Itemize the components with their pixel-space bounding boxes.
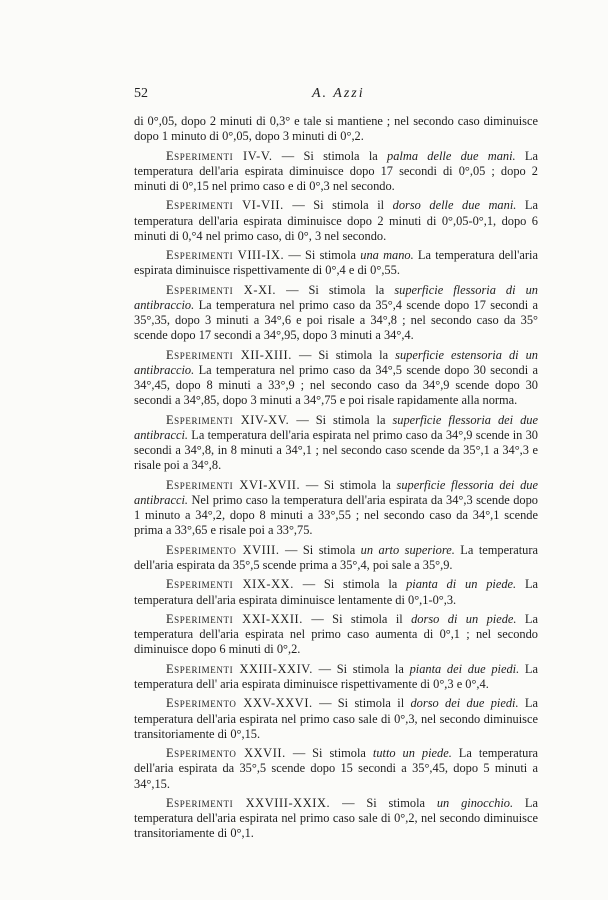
paragraph-text: La temperatura dell'aria espirata diminuisce rispettivamente di 0°,4 e di 0°,55. <box>134 248 538 278</box>
paragraph-text: La temperatura nel primo caso da 34°,5 scende dopo 30 secondi a 34°,45, dopo 8 minuti a 33°,9 ; nel secondo caso da 34°,9 scende dopo 30 secondi a 34°,85, dopo 3 minuti a 34°,75 e poi risale rapidamente alla norma. <box>134 362 538 408</box>
paragraph-text: La temperatura dell'aria espirata diminuisce lentamente di 0°,1-0°,3. <box>134 577 539 607</box>
stimulus-italic: superficie estensoria di un antibraccio. <box>134 347 538 377</box>
stimulus-italic: dorso dei due piedi. <box>410 696 519 711</box>
body-text <box>134 114 538 846</box>
paragraph-text: — Si stimola il <box>312 696 411 711</box>
experiment-label: Esperimenti XXI-XXII. <box>166 611 303 626</box>
stimulus-italic: un ginocchio. <box>436 795 514 810</box>
paragraph <box>134 149 538 195</box>
paragraph-text: — Si stimola il <box>283 198 393 213</box>
paragraph-text: La temperatura dell'aria espirata nel primo caso sale di 0°,2, nel secondo diminuisce transitoriamente di 0°,1. <box>134 795 538 841</box>
paragraph-text: — Si stimola il <box>302 611 412 626</box>
running-title: A. Azzi <box>312 86 365 101</box>
experiment-label: Esperimento XXVII. <box>166 746 286 761</box>
paragraph-text: La temperatura dell' aria espirata diminuisce rispettivamente di 0°,3 e 0°,4. <box>134 661 538 691</box>
paragraph-text: La temperatura nel primo caso da 35°,4 scende dopo 17 secondi a 35°,35, dopo 3 minuti a 34°,6 e poi risale a 34°,8 ; nel secondo caso da 35° scende dopo 17 secondi a 34°,95, dopo 3 minuti a 34°,4. <box>134 297 538 343</box>
paragraph <box>134 577 538 607</box>
paragraph <box>134 612 538 658</box>
paragraph <box>134 662 538 692</box>
experiment-label: Esperimenti XIX-XX. <box>166 577 294 592</box>
paragraph-text: — Si stimola la <box>291 347 396 362</box>
experiment-label: Esperimento XXV-XXVI. <box>166 696 313 711</box>
stimulus-italic: pianta dei due piedi. <box>409 661 520 676</box>
paragraph-text: — Si stimola la <box>289 412 393 427</box>
stimulus-italic: superficie flessoria dei due antibracci. <box>134 412 539 442</box>
paragraph <box>134 696 538 742</box>
experiment-label: Esperimenti IV-V. <box>166 148 273 163</box>
paragraph <box>134 478 538 539</box>
paragraph-text: — Si stimola <box>279 542 361 557</box>
paragraph-text: — Si stimola <box>284 248 361 263</box>
stimulus-italic: tutto un piede. <box>372 746 452 761</box>
paragraph <box>134 114 538 144</box>
paragraph-text: La temperatura dell'aria espirata nel primo caso da 34°,9 scende in 30 secondi a 34°,8, in 8 minuti a 34°,1 ; nel secondo caso scende da 35°,1 a 34°,3 e risale poi a 34°,8. <box>134 427 538 473</box>
paragraph-text: La temperatura dell'aria espirata nel primo caso sale di 0°,3, nel secondo diminuisce transitoriamente di 0°,15. <box>134 696 538 741</box>
experiment-label: Esperimento XVIII. <box>166 542 280 557</box>
paragraph-text: La temperatura dell'aria espirata diminuisce dopo 17 secondi di 0°,05 ; dopo 2 minuti di 0°,15 nel primo caso e di 0°,3 nel secondo. <box>134 148 538 193</box>
experiment-label: Esperimenti XVI-XVII. <box>166 477 301 492</box>
experiment-label: Esperimenti X-XI. <box>166 282 277 297</box>
paragraph <box>134 283 538 344</box>
experiment-label: Esperimenti XXVIII-XXIX. <box>166 795 331 810</box>
stimulus-italic: una mano. <box>360 248 414 263</box>
paragraph <box>134 543 538 573</box>
stimulus-italic: un arto superiore. <box>360 542 455 557</box>
experiment-label: Esperimenti XIV-XV. <box>166 412 290 427</box>
page-header <box>134 86 534 106</box>
paragraph-text: La temperatura dell'aria espirata da 35°,5 scende dopo 15 secondi a 35°,45, dopo 5 minuti a 34°,15. <box>134 746 538 791</box>
experiment-label: Esperimenti XXIII-XXIV. <box>166 661 313 676</box>
stimulus-italic: superficie flessoria dei due antibracci. <box>134 477 538 507</box>
stimulus-italic: pianta di un piede. <box>406 577 517 592</box>
paragraph-text: — Si stimola la <box>272 148 388 163</box>
paragraph-text: La temperatura dell'aria espirata nel primo caso aumenta di 0°,1 ; nel secondo diminuisce dopo 6 minuti di 0°,2. <box>134 611 538 657</box>
paragraph <box>134 796 538 842</box>
paragraph-text: La temperatura dell'aria espirata diminuisce dopo 2 minuti di 0°,05-0°,1, dopo 6 minuti di 0,°4 nel primo caso, di 0°, 3 nel secondo. <box>134 198 538 243</box>
paragraph <box>134 248 538 278</box>
paragraph-text: — Si stimola <box>330 795 437 810</box>
paragraph-text: La temperatura dell'aria espirata da 35°,5 scende prima a 35°,4, poi sale a 35°,9. <box>134 542 538 572</box>
experiment-label: Esperimenti VI-VII. <box>166 198 284 213</box>
paragraph-text: di 0°,05, dopo 2 minuti di 0,3° e tale si mantiene ; nel secondo caso diminuisce dopo 1 minuto di 0°,05, dopo 3 minuti di 0°,2. <box>134 114 538 144</box>
paragraph-text: — Si stimola la <box>293 577 407 592</box>
paragraph-text: — Si stimola la <box>276 282 395 297</box>
paragraph <box>134 348 538 409</box>
paragraph-text: Nel primo caso la temperatura dell'aria espirata da 34°,3 scende dopo 1 minuto a 34°,2, dopo 8 minuti a 33°,55 ; nel secondo caso da 34°,1 scende prima a 33°,65 e risale poi a 33°,75. <box>134 492 538 538</box>
stimulus-italic: dorso delle due mani. <box>392 198 517 213</box>
paragraph-text: — Si stimola la <box>300 477 397 492</box>
stimulus-italic: palma delle due mani. <box>387 148 516 163</box>
page-number: 52 <box>134 86 148 101</box>
paragraph-text: — Si stimola <box>285 746 373 761</box>
stimulus-italic: superficie flessoria di un antibraccio. <box>134 282 538 312</box>
paragraph <box>134 413 538 474</box>
paragraph <box>134 746 538 792</box>
paragraph-text: — Si stimola la <box>312 661 410 676</box>
experiment-label: Esperimenti VIII-IX. <box>166 248 285 263</box>
paragraph <box>134 198 538 244</box>
stimulus-italic: dorso di un piede. <box>411 611 517 626</box>
experiment-label: Esperimenti XII-XIII. <box>166 347 292 362</box>
